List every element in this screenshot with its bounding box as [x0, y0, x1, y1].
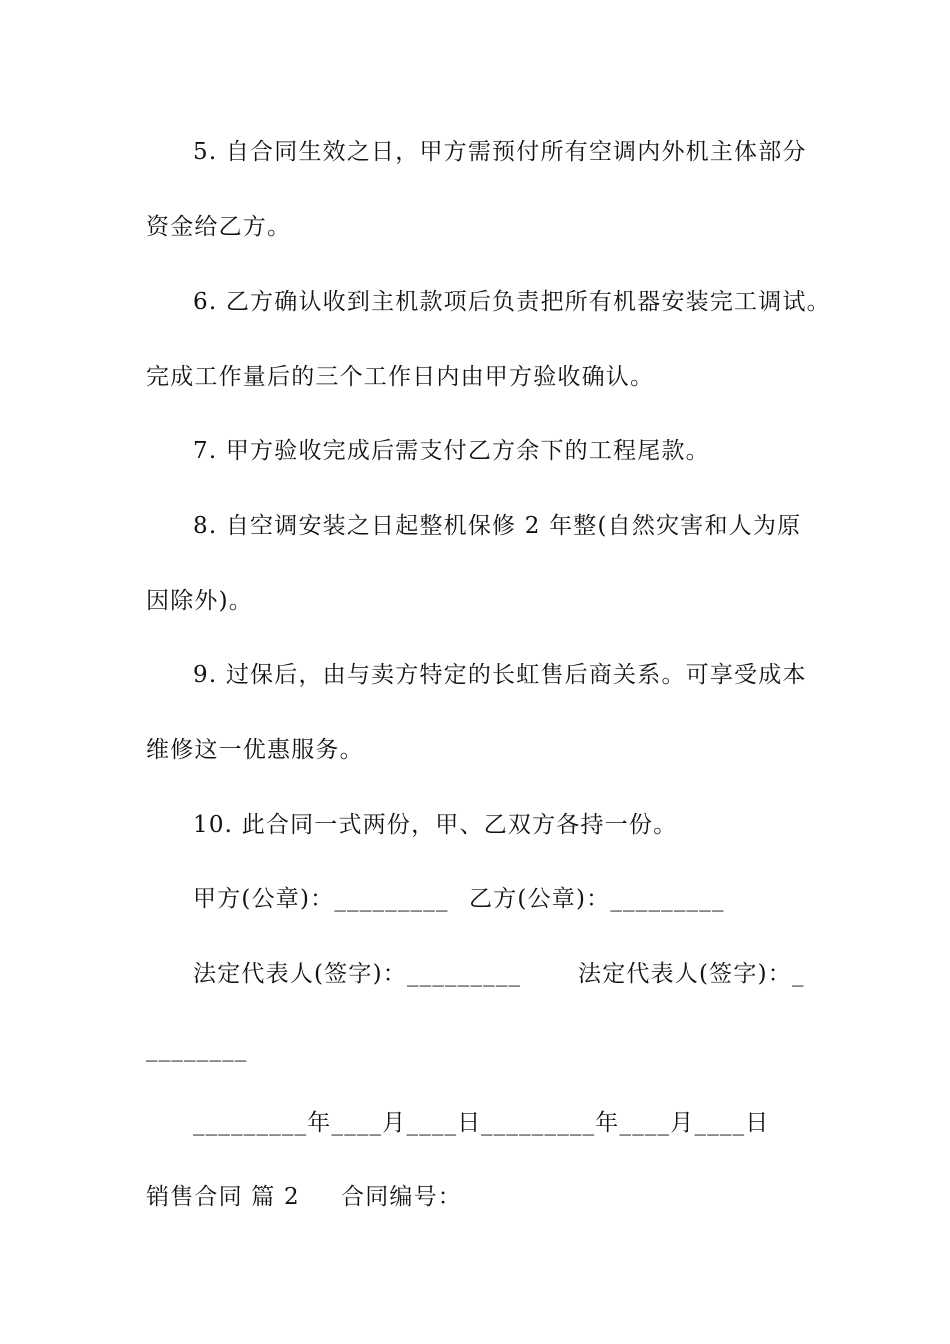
date-a: _________年____月____日 [193, 1110, 482, 1136]
clause-5-line-1: 5. 自合同生效之日，甲方需预付所有空调内外机主体部分 [193, 139, 807, 165]
clause-10-line-1: 10. 此合同一式两份，甲、乙双方各持一份。 [193, 812, 678, 838]
clause-8-line-2: 因除外)。 [146, 588, 253, 614]
clause-7-line-1: 7. 甲方验收完成后需支付乙方余下的工程尾款。 [193, 438, 710, 464]
legal-rep-a: 法定代表人(签字)：_________ [193, 961, 522, 987]
clause-6-line-2: 完成工作量后的三个工作日内由甲方验收确认。 [146, 364, 655, 390]
clause-6-line-1: 6. 乙方确认收到主机款项后负责把所有机器安装完工调试。 [193, 289, 831, 315]
party-b-seal: 乙方(公章)：_________ [469, 886, 725, 912]
legal-rep-b-blank: ________ [146, 1036, 248, 1062]
clause-5-line-2: 资金给乙方。 [146, 214, 292, 240]
date-b: _________年____月____日 [481, 1110, 770, 1136]
section-title: 销售合同 篇 2 [146, 1184, 300, 1210]
contract-number-label: 合同编号： [341, 1184, 462, 1210]
clause-9-line-2: 维修这一优惠服务。 [146, 737, 364, 763]
legal-rep-b: 法定代表人(签字)：_ [578, 961, 805, 987]
clause-9-line-1: 9. 过保后，由与卖方特定的长虹售后商关系。可享受成本 [193, 662, 807, 688]
clause-8-line-1: 8. 自空调安装之日起整机保修 2 年整(自然灾害和人为原 [193, 513, 802, 539]
party-a-seal: 甲方(公章)：_________ [193, 886, 449, 912]
